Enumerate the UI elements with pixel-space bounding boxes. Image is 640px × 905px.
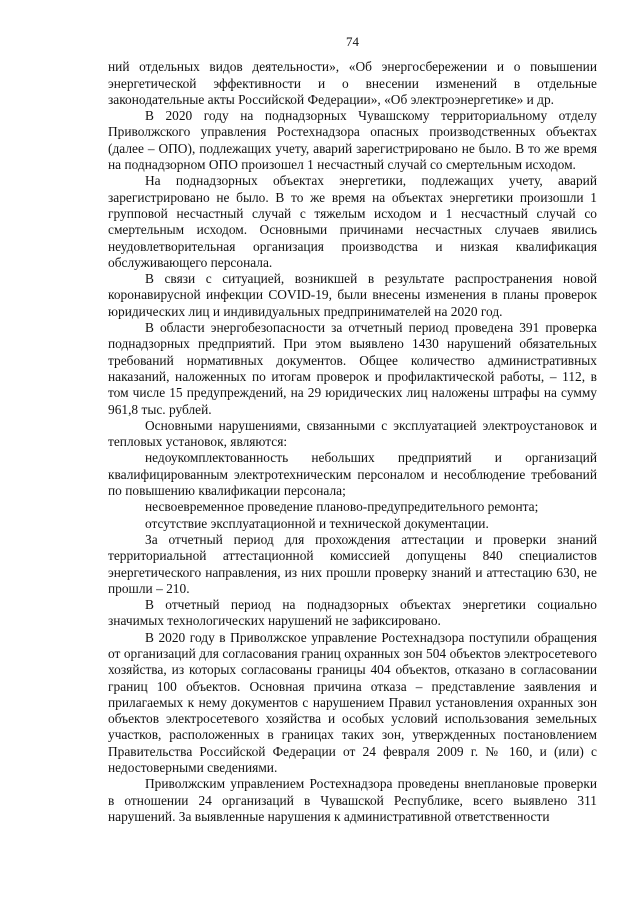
document-page bbox=[108, 34, 597, 825]
paragraph-covid: В связи с ситуацией, возникшей в результате распространения новой коронавирусной инфекции COVID-19, были внесены изменения в планы проверок юридических лиц и индивидуальных предпринимателей на 2020 год. bbox=[108, 271, 597, 319]
list-item: несвоевременное проведение планово-предупредительного ремонта; bbox=[145, 499, 539, 515]
paragraph-violations-intro: Основными нарушениями, связанными с эксплуатацией электроустановок и тепловых установок, являются: bbox=[108, 417, 597, 450]
paragraph-unscheduled-inspections: Приволжским управлением Ростехнадзора проведены внеплановые проверки в отношении 24 организаций в Чувашской Республике, всего выявлено 311 нарушений. За выявленные нарушения к административной ответственности bbox=[108, 776, 597, 824]
paragraph-attestation: За отчетный период для прохождения аттестации и проверки знаний территориальной аттестационной комиссией допущены 840 специалистов энергетического направления, из них прошли проверку знаний и аттестацию 630, не прошли – 210. bbox=[108, 531, 597, 596]
paragraph-accidents-opo: В 2020 году на поднадзорных Чувашскому территориальному отделу Приволжского управления Ростехнадзора опасных производственных объектах (далее – ОПО), подлежащих учету, аварий зарегистрировано не было. В то же время на поднадзорном ОПО произошел 1 несчастный случай со смертельным исходом. bbox=[108, 108, 597, 173]
list-item: недоукомплектованность небольших предприятий и организаций квалифицированным электротехническим персоналом и несоблюдение требований по повышению квалификации персонала; bbox=[108, 450, 597, 499]
paragraph-energy-objects: На поднадзорных объектах энергетики, подлежащих учету, аварий зарегистрировано не было. В то же время на объектах энергетики произошли 1 групповой несчастный случай с тяжелым исходом и 1 несчастный случай со смертельным исходом. Основными причинами несчастных случаев явились неудовлетворительная организация производства и низкая квалификация обслуживающего персонала. bbox=[108, 173, 597, 270]
paragraph-continuation: ний отдельных видов деятельности», «Об энергосбережении и о повышении энергетической эффективности и о внесении изменений в отдельные законодательные акты Российской Федерации», «Об электроэнергетике» и др. bbox=[108, 59, 597, 107]
page-number: 74 bbox=[346, 34, 359, 49]
list-item: отсутствие эксплуатационной и технической документации. bbox=[145, 515, 489, 531]
paragraph-tech-violations: В отчетный период на поднадзорных объектах энергетики социально значимых технологических нарушений не зафиксировано. bbox=[108, 597, 597, 629]
paragraph-inspections: В области энергобезопасности за отчетный период проведена 391 проверка поднадзорных предприятий. При этом выявлено 1430 нарушений обязательных требований нормативных документов. Общее количество административных наказаний, наложенных по итогам проверок и профилактической работы, – 112, в том числе 15 предупреждений, на 29 юридических лиц наложены штрафы на сумму 961,8 тыс. рублей. bbox=[108, 320, 597, 417]
paragraph-protection-zones: В 2020 году в Приволжское управление Ростехнадзора поступили обращения от организаций для согласования границ охранных зон 504 объектов электросетевого хозяйства, из которых согласованы границы 404 объектов, отказано в согласовании границ 100 объектов. Основная причина отказа – представление заявления и прилагаемых к нему документов с нарушением Правил установления охранных зон объектов электросетевого хозяйства и особых условий использования земельных участков, расположенных в границах таких зон, утвержденных постановлением Правительства Российской Федерации от 24 февраля 2009 г. № 160, и (или) с недостоверными сведениями. bbox=[108, 629, 597, 776]
